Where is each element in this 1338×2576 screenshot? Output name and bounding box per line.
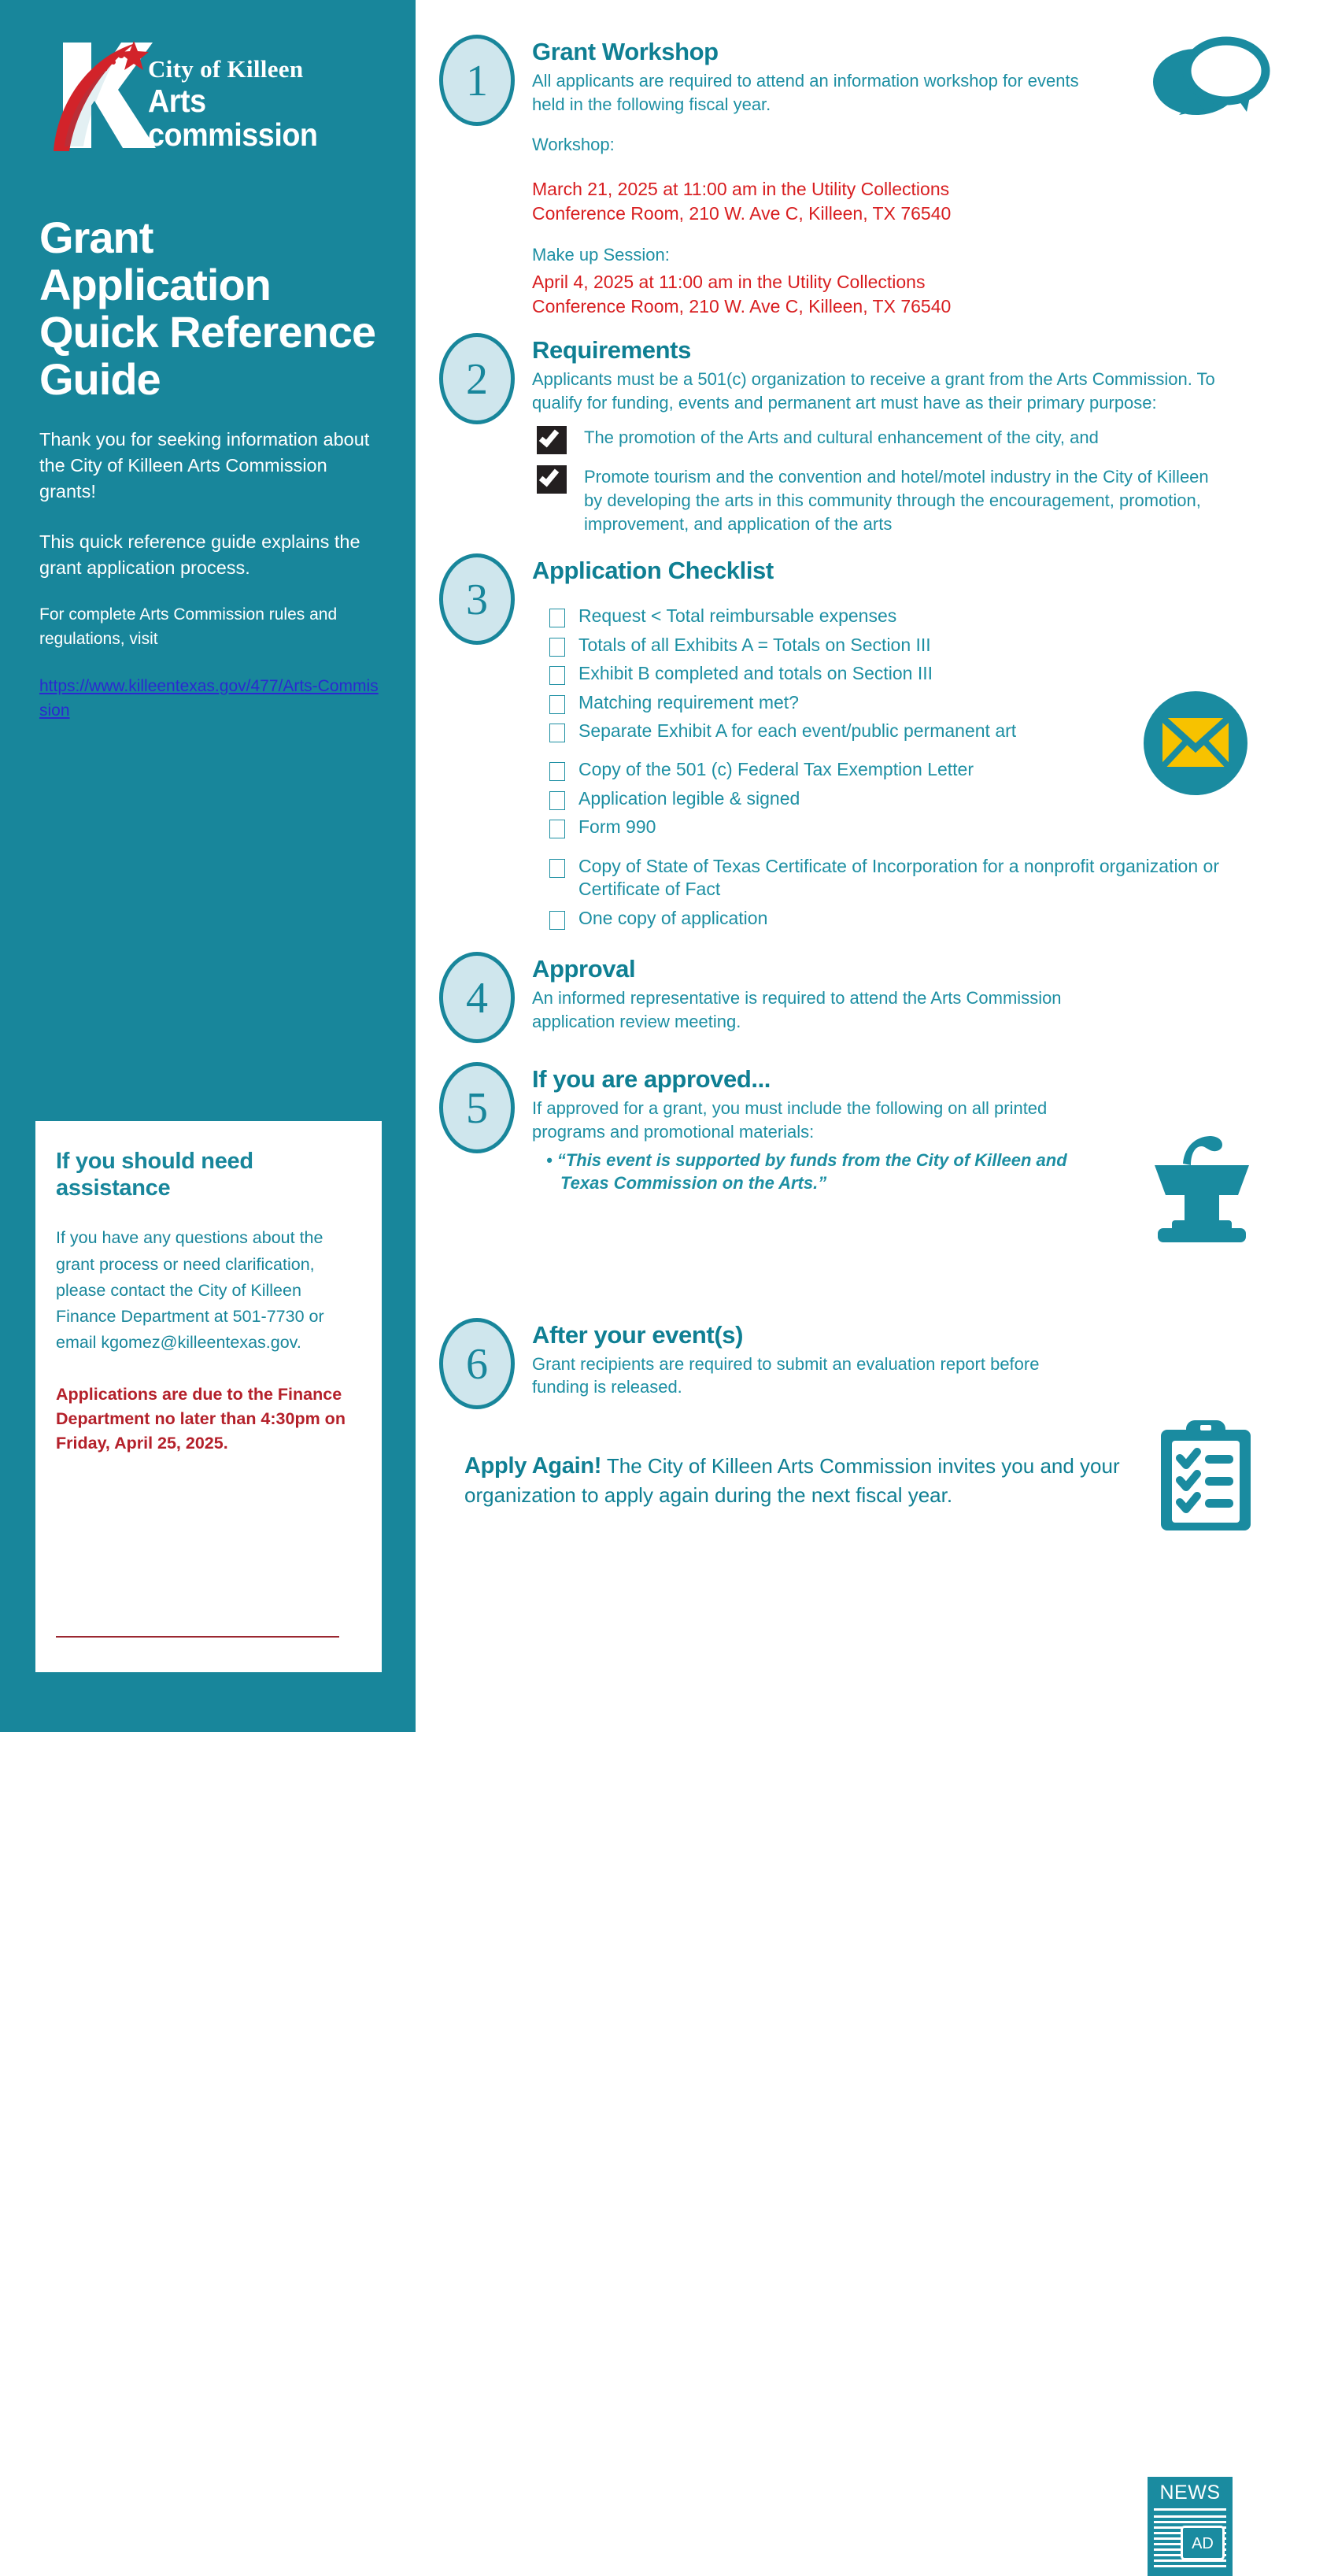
checkmark-icon [537, 426, 567, 454]
empty-checkbox-icon[interactable] [549, 859, 565, 878]
step-4-approval [416, 952, 1338, 1043]
logo-k-icon [46, 36, 148, 154]
checklist-item-label: Form 990 [578, 816, 656, 838]
empty-checkbox-icon[interactable] [549, 791, 565, 810]
checklist-item[interactable] [532, 855, 1225, 901]
logo-arts-text: Arts commission [148, 83, 318, 154]
step-5-if-approved [416, 1062, 1338, 1195]
checklist-item[interactable] [532, 662, 1225, 685]
checklist-item[interactable] [532, 720, 1225, 742]
step-5-number: 5 [439, 1062, 515, 1153]
assistance-card [35, 1121, 382, 1672]
arts-commission-link[interactable]: https://www.killeentexas.gov/477/Arts-Commission [39, 677, 379, 720]
workshop-label: Workshop: [532, 135, 615, 155]
checklist-item-label: Totals of all Exhibits A = Totals on Section III [578, 634, 931, 655]
step-2-requirements [416, 333, 1338, 535]
clipboard-checklist-icon [1151, 1417, 1260, 1534]
requirement-check-text-1: The promotion of the Arts and cultural enhancement of the city, and [584, 427, 1099, 447]
empty-checkbox-icon[interactable] [549, 911, 565, 930]
requirement-check-row [532, 465, 1240, 536]
makeup-date-line-2: Conference Room, 210 W. Ave C, Killeen, TX 76540 [532, 296, 952, 317]
apply-again-text: The City of Killeen Arts Commission invites you and your organization to apply again during the next fiscal year. [464, 1453, 1120, 1507]
workshop-date-line-1: March 21, 2025 at 11:00 am in the Utility Collections [532, 179, 950, 200]
empty-checkbox-icon[interactable] [549, 666, 565, 685]
step-1-heading: Grant Workshop [532, 38, 719, 65]
assistance-divider [56, 1636, 339, 1638]
makeup-label: Make up Session: [532, 245, 670, 265]
news-word-label: NEWS [1159, 2481, 1221, 2504]
checklist-item-label: Exhibit B completed and totals on Section III [578, 663, 933, 684]
empty-checkbox-icon[interactable] [549, 638, 565, 657]
step-5-credit-quote: • “This event is supported by funds from the City of Killeen and Texas Commission on the Arts.” [546, 1149, 1067, 1194]
rules-paragraph: For complete Arts Commission rules and regulations, visit [39, 605, 338, 648]
step-5-body: If approved for a grant, you must include the following on all printed programs and promotional materials: [532, 1097, 1048, 1142]
checklist-item[interactable] [532, 758, 1225, 781]
step-4-number: 4 [439, 952, 515, 1043]
step-6-body: Grant recipients are required to submit an evaluation report before funding is released. [532, 1353, 1040, 1397]
checklist-item-label: Separate Exhibit A for each event/public permanent art [578, 720, 1017, 742]
step-1-body: All applicants are required to attend an information workshop for events held in the following fiscal year. [532, 70, 1079, 114]
checklist-item-label: One copy of application [578, 907, 768, 928]
speech-bubbles-icon [1148, 33, 1273, 126]
empty-checkbox-icon[interactable] [549, 609, 565, 627]
step-3-heading: Application Checklist [532, 556, 774, 584]
apply-again-footer [464, 1450, 1220, 1510]
page-title: Grant Application Quick Reference Guide [39, 213, 375, 404]
killeen-arts-commission-logo [39, 31, 380, 157]
makeup-date-line-1: April 4, 2025 at 11:00 am in the Utility Collections [532, 272, 926, 293]
empty-checkbox-icon[interactable] [549, 762, 565, 781]
main-content [416, 0, 1338, 2552]
requirement-check-row [532, 426, 1240, 454]
ad-word-label: AD [1181, 2526, 1225, 2560]
envelope-icon [1128, 675, 1263, 811]
empty-checkbox-icon[interactable] [549, 695, 565, 714]
intro-paragraph-2: This quick reference guide explains the grant application process. [39, 531, 360, 579]
intro-paragraph-1: Thank you for seeking information about the City of Killeen Arts Commission grants! [39, 428, 370, 502]
checklist-item-label: Request < Total reimbursable expenses [578, 605, 897, 627]
checklist-item-label: Application legible & signed [578, 787, 800, 809]
checklist-item-label: Copy of State of Texas Certificate of Incorporation for a nonprofit organization or Certificate of Fact [578, 855, 1219, 900]
empty-checkbox-icon[interactable] [549, 820, 565, 838]
step-4-body: An informed representative is required to attend the Arts Commission application review meeting. [532, 987, 1062, 1031]
step-3-number: 3 [439, 553, 515, 645]
step-6-number: 6 [439, 1318, 515, 1409]
checklist-item[interactable] [532, 605, 1225, 627]
step-4-heading: Approval [532, 955, 636, 983]
assistance-body: If you have any questions about the grant process or need clarification, please contact the City of Killeen Finance Department at 501-7730 or email kgomez@killeentexas.gov. [56, 1228, 324, 1352]
step-2-body: Applicants must be a 501(c) organization to receive a grant from the Arts Commission. To qualify for funding, events and permanent art must have as their primary purpose: [532, 369, 1215, 413]
assistance-title: If you should need assistance [56, 1149, 253, 1201]
checklist-item[interactable] [532, 816, 1225, 838]
checklist-item[interactable] [532, 907, 1225, 930]
checkmark-icon [537, 465, 567, 494]
step-2-heading: Requirements [532, 336, 691, 365]
step-5-heading: If you are approved... [532, 1065, 771, 1094]
sidebar [0, 0, 416, 1732]
apply-again-lead: Apply Again! [464, 1453, 602, 1479]
checklist-item-label: Matching requirement met? [578, 691, 799, 712]
checklist-item-label: Copy of the 501 (c) Federal Tax Exemption Letter [578, 759, 974, 780]
checklist-item[interactable] [532, 787, 1225, 810]
checklist-item[interactable] [532, 691, 1225, 714]
step-2-number: 2 [439, 333, 515, 424]
step-6-after-your-events [416, 1318, 1338, 1409]
logo-city-text: City of Killeen [148, 55, 304, 83]
step-6-heading: After your event(s) [532, 1320, 744, 1349]
step-1-number: 1 [439, 35, 515, 126]
checklist-item[interactable] [532, 634, 1225, 657]
application-due-notice: Applications are due to the Finance Department no later than 4:30pm on Friday, April 25, 2025. [56, 1384, 346, 1453]
newspaper-ad-icon [1148, 2477, 1233, 2576]
workshop-date-line-2: Conference Room, 210 W. Ave C, Killeen, TX 76540 [532, 203, 952, 224]
empty-checkbox-icon[interactable] [549, 724, 565, 742]
requirement-check-text-2: Promote tourism and the convention and hotel/motel industry in the City of Killeen by developing the arts in this community through the encouragement, promotion, improvement, and application of the arts [584, 466, 1209, 534]
